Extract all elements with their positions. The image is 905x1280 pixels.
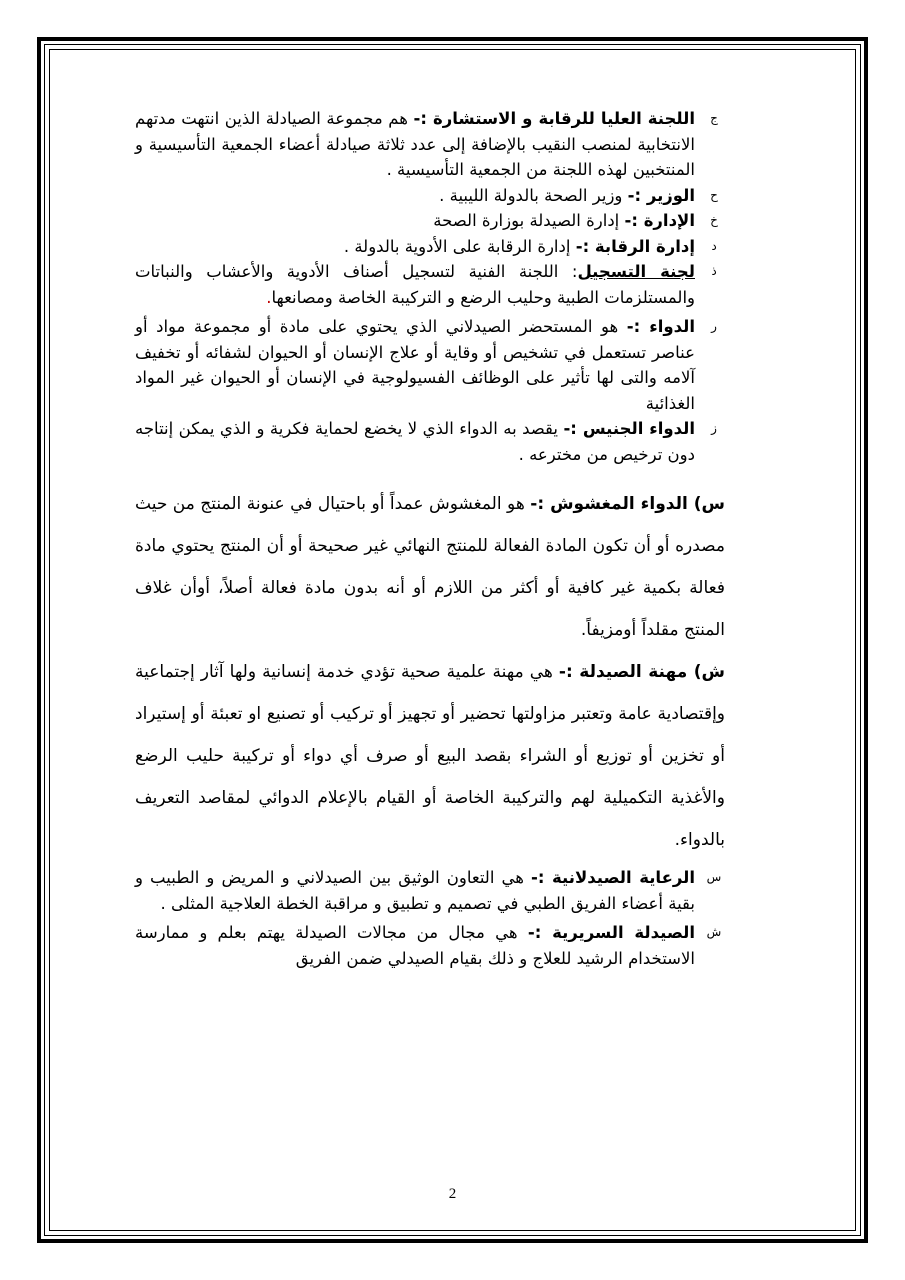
- definition-text: هو المغشوش عمداً أو باحتيال في عنونة المنتج من حيث مصدره أو أن تكون المادة الفعالة للمنتج النهائي غير صحيحة أو أن المنتج يحتوي مادة فعالة بكمية غير كافية أو أكثر من اللازم أو أنه بدون مادة فعالة أصلاً، أوأن غلاف المنتج مقلداً أومزيفاً.: [135, 494, 725, 640]
- definition-term: اللجنة العليا للرقابة و الاستشارة :-: [413, 109, 695, 128]
- item-marker: س: [706, 870, 722, 884]
- red-period: .: [266, 287, 272, 307]
- definition-text: هو المستحضر الصيدلاني الذي يحتوي على مادة أو مجموعة مواد أو عناصر تستعمل في تشخيص أو وقاية أو علاج الإنسان أو الحيوان لشفائه أو تخفيف آلامه والتى لها تأثير على الوظائف الفسيولوجية في الإنسان أو الحيوان غير المواد الغذائية: [135, 317, 695, 413]
- item-marker: ز: [711, 421, 717, 435]
- definition-item: [135, 314, 725, 416]
- definition-term: الدواء الجنيس :-: [563, 419, 696, 438]
- definition-term: لجنة التسجيل: [577, 262, 695, 281]
- definition-text: هم مجموعة الصيادلة الذين انتهت مدتهم الانتخابية لمنصب النقيب بالإضافة إلى عدد ثلاثة صيادلة أعضاء الجمعية التأسيسية و المنتخبين لهذه اللجنة من الجمعية التأسيسية .: [135, 109, 695, 179]
- document-body: [135, 106, 725, 971]
- definition-text: إدارة الرقابة على الأدوية بالدولة .: [343, 236, 571, 256]
- page-number: 2: [448, 1186, 457, 1202]
- definition-term: ش) مهنة الصيدلة :-: [558, 662, 725, 682]
- definition-item: [135, 234, 725, 260]
- definition-term: س) الدواء المغشوش :-: [530, 494, 725, 514]
- item-marker: ج: [710, 111, 718, 125]
- definition-item: [135, 865, 725, 916]
- definition-item: [135, 416, 725, 467]
- definition-text: : اللجنة الفنية لتسجيل أصناف الأدوية والأعشاب والنباتات والمستلزمات الطبية وحليب الرضع و التركيبة الخاصة ومصانعها: [135, 262, 695, 307]
- definition-paragraph: [135, 483, 725, 651]
- definition-item: [135, 106, 725, 183]
- definition-item: [135, 208, 725, 234]
- item-marker: ر: [711, 319, 717, 333]
- definition-item: [135, 920, 725, 971]
- definition-text: هي مهنة علمية صحية تؤدي خدمة إنسانية ولها آثار إجتماعية وإقتصادية عامة وتعتبر مزاولتها تحضير أو تجهيز أو تركيب أو تصنيع او تعبئة أو إستيراد أو تخزين أو توزيع أو الشراء بقصد البيع أو صرف أي دواء أو تركيبة حليب الرضع والأغذية التكميلية لهم والتركيبة الخاصة أو القيام بالإعلام الدوائي لمقاصد التعريف بالدواء.: [135, 662, 725, 850]
- definition-item: [135, 259, 725, 310]
- definition-term: الدواء :-: [626, 317, 696, 336]
- definition-text: هي التعاون الوثيق بين الصيدلاني و المريض و الطبيب و بقية أعضاء الفريق الطبي في تصميم و تطبيق و مراقبة الخطة العلاجية المثلى .: [135, 868, 695, 913]
- definition-text: إدارة الصيدلة بوزارة الصحة: [433, 211, 620, 230]
- definition-term: إدارة الرقابة :-: [575, 236, 695, 256]
- item-marker: خ: [710, 213, 718, 227]
- item-marker: ح: [710, 187, 718, 202]
- definition-term: الإدارة :-: [624, 211, 695, 230]
- definition-term: الرعاية الصيدلانية :-: [531, 868, 695, 887]
- definition-paragraph: [135, 651, 725, 861]
- item-marker: د: [711, 238, 717, 253]
- definition-term: الصيدلة السريرية :-: [527, 923, 696, 942]
- definition-term: الوزير :-: [627, 185, 695, 205]
- definition-text: وزير الصحة بالدولة الليبية .: [439, 185, 623, 205]
- definition-text: هي مجال من مجالات الصيدلة يهتم بعلم و ممارسة الاستخدام الرشيد للعلاج و ذلك بقيام الصيدلي ضمن الفريق: [135, 923, 695, 968]
- item-marker: ذ: [711, 264, 717, 278]
- item-marker: ش: [706, 925, 722, 939]
- definition-text: يقصد به الدواء الذي لا يخضع لحماية فكرية و الذي يمكن إنتاجه دون ترخيص من مخترعه .: [135, 419, 695, 464]
- definition-item: [135, 183, 725, 209]
